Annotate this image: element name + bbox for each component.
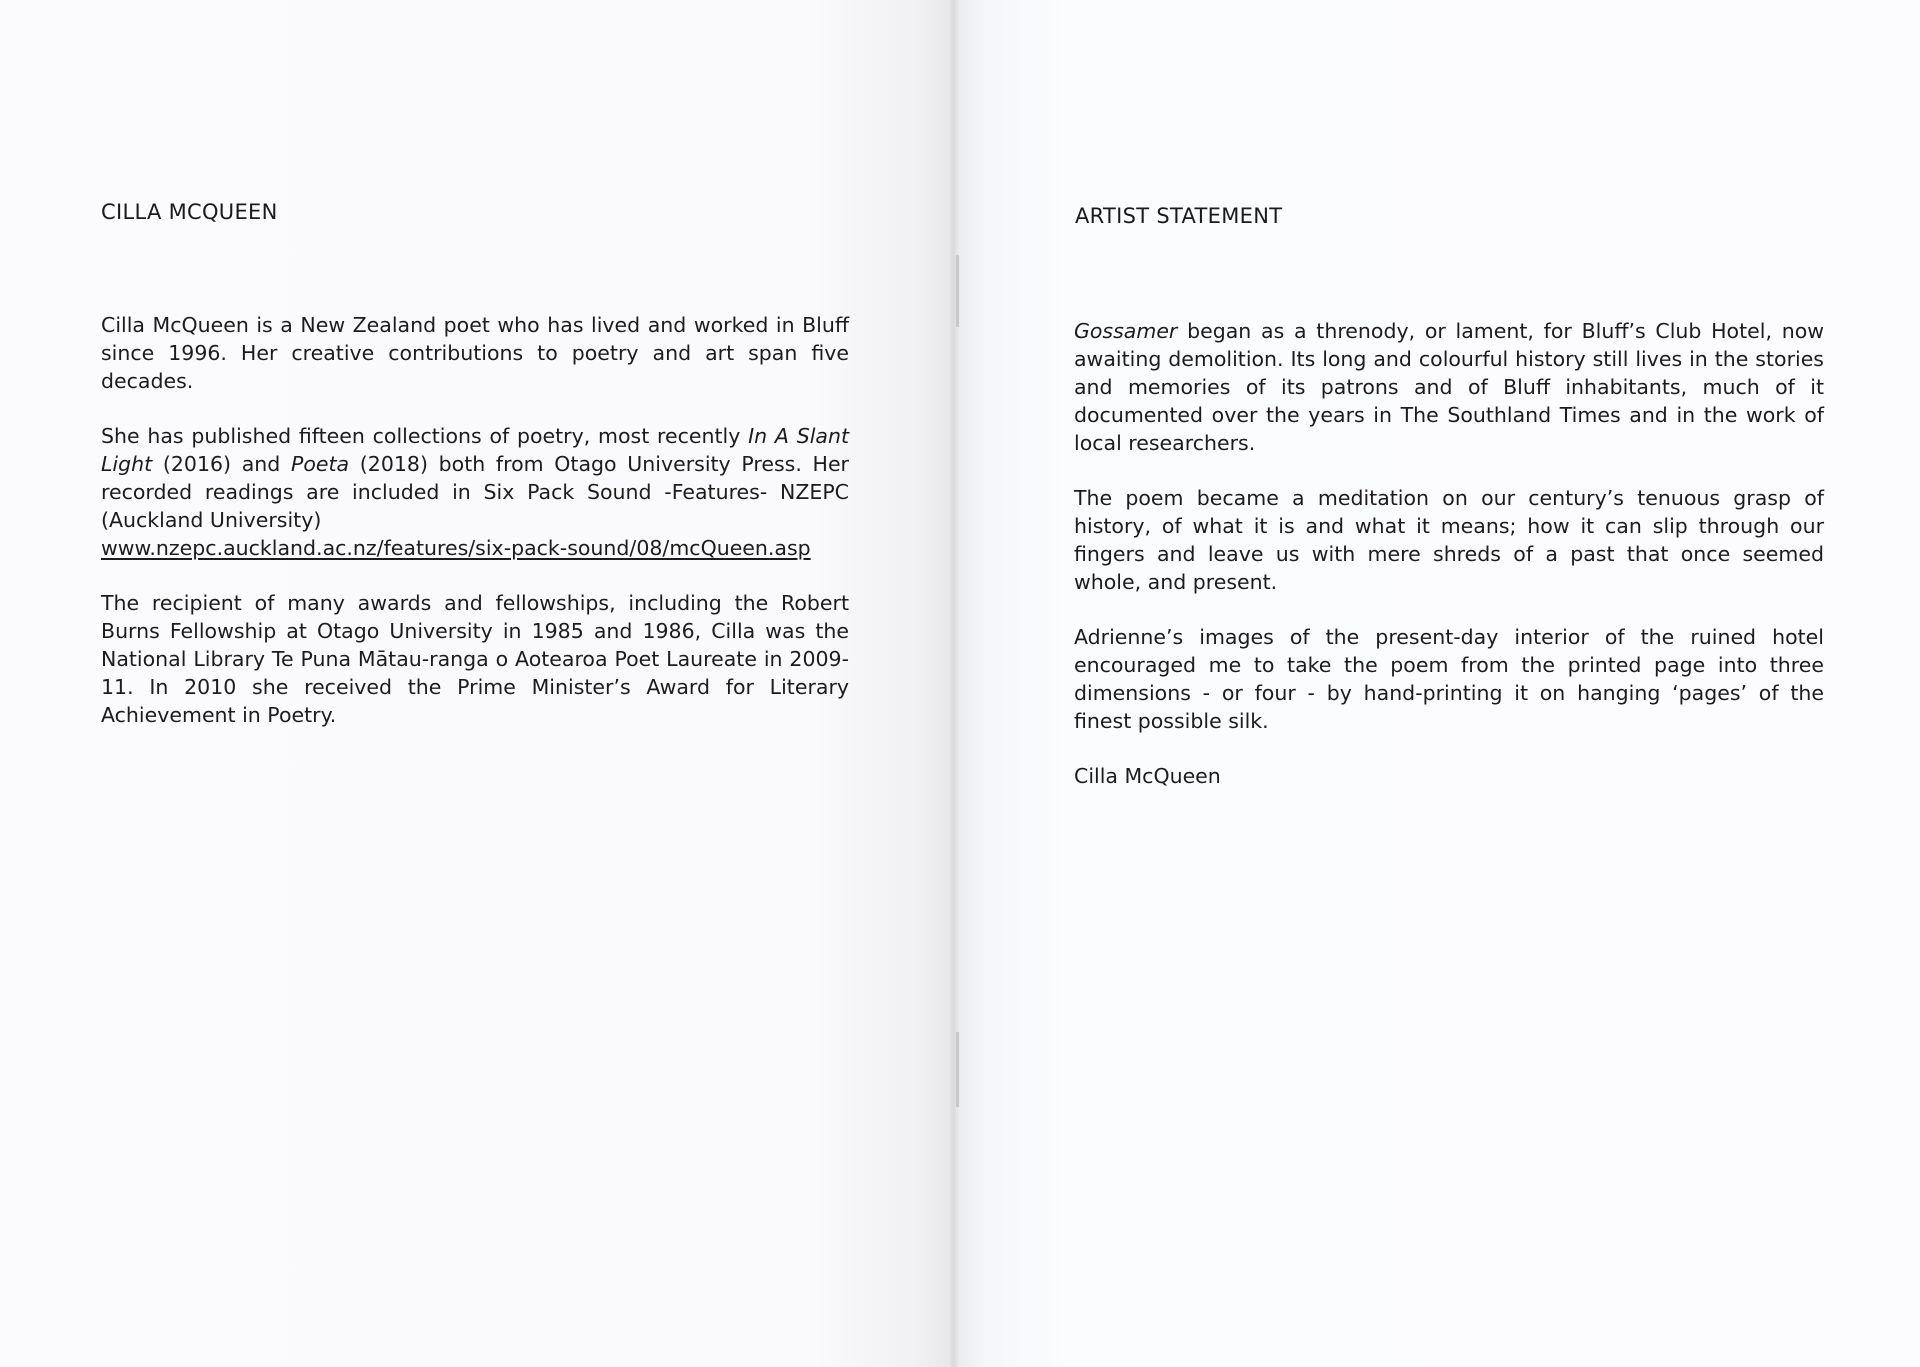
artist-statement-text bbox=[1074, 317, 1824, 817]
biography-text bbox=[101, 311, 849, 756]
statement-paragraph-1 bbox=[1074, 317, 1824, 457]
nzepc-link[interactable]: www.nzepc.auckland.ac.nz/features/six-pack-sound/08/mcQueen.asp bbox=[101, 536, 811, 560]
statement-paragraph-2: The poem became a meditation on our century’s tenuous grasp of history, of what it is and what it means; how it can slip through our fingers and leave us with mere shreds of a past that once seemed whole, and present. bbox=[1074, 486, 1824, 594]
bio-p2-text-1: She has published fifteen collections of poetry, most recently bbox=[101, 424, 749, 448]
statement-p1-text: began as a threnody, or lament, for Bluff’s Club Hotel, now awaiting demolition. Its long and colourful history still lives in the stories and memories of its patrons and of Bluff inhabitants, much of it documented over the years in The Southland Times and in the work of local researchers. bbox=[1074, 319, 1824, 455]
staple-top bbox=[956, 255, 959, 327]
work-title-gossamer: Gossamer bbox=[1074, 319, 1178, 343]
staple-bottom bbox=[956, 1032, 959, 1107]
bio-p2-text-2: (2016) and bbox=[152, 452, 291, 476]
bio-paragraph-2 bbox=[101, 422, 849, 562]
book-gutter bbox=[949, 0, 959, 1367]
bio-paragraph-3: The recipient of many awards and fellowships, including the Robert Burns Fellowship at Otago University in 1985 and 1986, Cilla was the National Library Te Puna Mātau-ranga o Aotearoa Poet Laureate in 2009-11. In 2010 she received the Prime Minister’s Award for Literary Achievement in Poetry. bbox=[101, 591, 849, 727]
bio-paragraph-1: Cilla McQueen is a New Zealand poet who has lived and worked in Bluff since 1996. Her creative contributions to poetry and art span five decades. bbox=[101, 313, 849, 393]
right-page bbox=[954, 0, 1920, 1367]
book-title-poeta: Poeta bbox=[290, 452, 350, 476]
signature: Cilla McQueen bbox=[1074, 764, 1221, 788]
book-title-in-a-slant-light: In A Slant Light bbox=[101, 424, 849, 476]
left-page bbox=[0, 0, 954, 1367]
left-page-heading: CILLA MCQUEEN bbox=[101, 200, 278, 224]
bio-p2-text-3: (2018) both from Otago University Press. Her recorded readings are included in Six Pack Sound -Features- NZEPC (Auckland University) bbox=[101, 452, 849, 532]
statement-paragraph-3: Adrienne’s images of the present-day interior of the ruined hotel encouraged me to take the poem from the printed page into three dimensions - or four - by hand-printing it on hanging ‘pages’ of the finest possible silk. bbox=[1074, 625, 1824, 733]
right-page-heading: ARTIST STATEMENT bbox=[1075, 204, 1283, 228]
